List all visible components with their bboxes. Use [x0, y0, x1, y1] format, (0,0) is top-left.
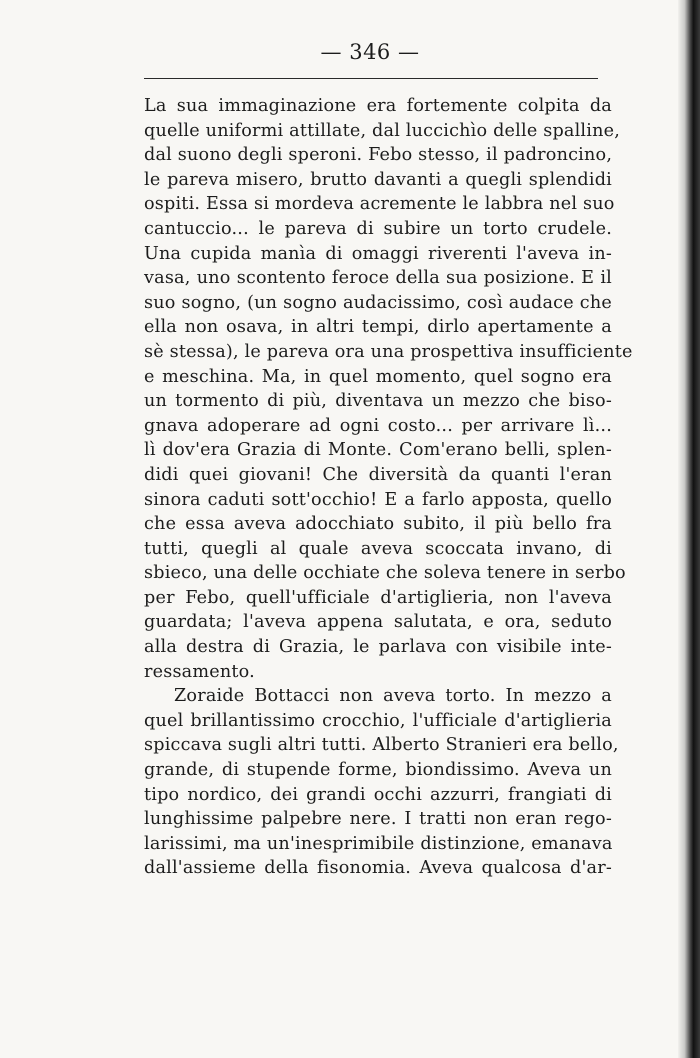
text-line: sinora caduti sott'occhio! E a farlo apposta, quello	[144, 489, 612, 510]
text-line: ella non osava, in altri tempi, dirlo apertamente a	[144, 317, 612, 338]
text-line: vasa, uno scontento feroce della sua posizione. E il	[144, 268, 612, 289]
text-line: grande, di stupende forme, biondissimo. Aveva un	[144, 760, 612, 781]
text-line: tutti, quegli al quale aveva scoccata invano, di	[144, 538, 612, 559]
text-line: gnava adoperare ad ogni costo... per arrivare lì...	[144, 415, 612, 436]
text-line: guardata; l'aveva appena salutata, e ora, seduto	[144, 612, 612, 633]
text-line: alla destra di Grazia, le parlava con visibile inte-	[144, 637, 612, 658]
text-line: larissimi, ma un'inesprimibile distinzione, emanava	[144, 833, 613, 854]
text-line: e meschina. Ma, in quel momento, quel sogno era	[144, 366, 612, 387]
text-line: Una cupida manìa di omaggi riverenti l'aveva in-	[144, 243, 612, 264]
text-line: tipo nordico, dei grandi occhi azzurri, frangiati di	[144, 784, 612, 805]
text-line: sè stessa), le pareva ora una prospettiva insufficiente	[144, 341, 633, 362]
text-line: dall'assieme della fisonomia. Aveva qualcosa d'ar-	[144, 858, 612, 879]
text-line: quelle uniformi attillate, dal luccichìo delle spalline,	[144, 120, 621, 141]
page-binding-edge	[678, 0, 700, 1058]
text-line: ospiti. Essa si mordeva acremente le labbra nel suo	[144, 194, 615, 215]
text-line: un tormento di più, diventava un mezzo che biso-	[144, 391, 612, 412]
text-line: suo sogno, (un sogno audacissimo, così audace che	[144, 292, 612, 313]
text-line: cantuccio... le pareva di subire un torto crudele.	[144, 218, 612, 239]
header-rule	[144, 78, 598, 79]
text-line: che essa aveva adocchiato subito, il più bello fra	[144, 514, 612, 535]
text-line: quel brillantissimo crocchio, l'ufficiale d'artiglieria	[144, 710, 612, 731]
text-line: Zoraide Bottacci non aveva torto. In mezzo a	[174, 686, 612, 707]
text-line: le pareva misero, brutto davanti a quegli splendidi	[144, 169, 612, 190]
text-line: sbieco, una delle occhiate che soleva tenere in serbo	[144, 563, 626, 584]
text-line: dal suono degli speroni. Febo stesso, il padroncino,	[144, 145, 613, 166]
text-line: didi quei giovani! Che diversità da quanti l'eran	[144, 464, 612, 485]
text-line: per Febo, quell'ufficiale d'artiglieria, non l'aveva	[144, 587, 612, 608]
text-line: lunghissime palpebre nere. I tratti non eran rego-	[144, 809, 612, 830]
body-text	[144, 94, 633, 881]
text-line: lì dov'era Grazia di Monte. Com'erano belli, splen-	[144, 440, 612, 461]
text-line: La sua immaginazione era fortemente colpita da	[144, 96, 612, 116]
page-number: — 346 —	[320, 40, 420, 64]
text-line: ressamento.	[144, 661, 255, 682]
text-line: spiccava sugli altri tutti. Alberto Stranieri era bello,	[144, 735, 619, 756]
